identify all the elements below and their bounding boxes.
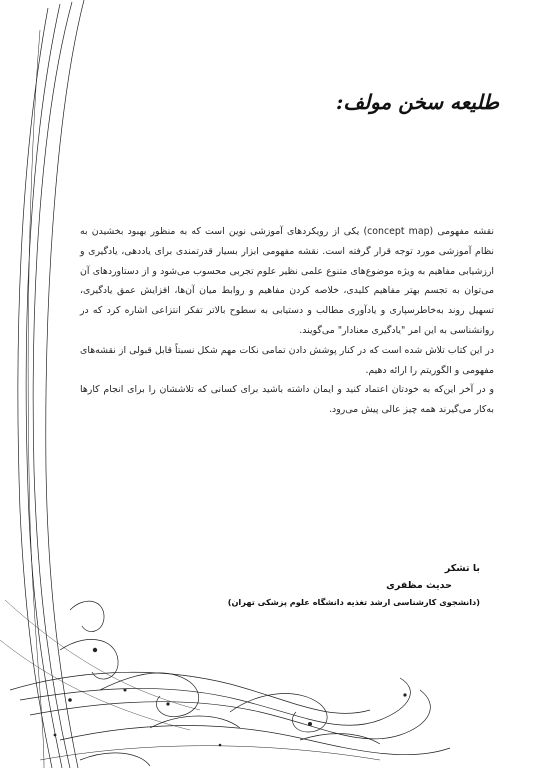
paragraph-1: نقشه مفهومی (concept map) یکی از رویکردهای آموزشی نوین است که به منظور بهبود بخشیدن به نظام آموزشی مورد توجه قرار گرفته است. نقشه مفهومی ابزار بسیار قدرتمندی برای یاددهی، یادگیری و ارزشیابی مفاهیم به ویژه موضوع‌های متنوع علمی نظیر علوم تجربی محسوب می‌شود و از دستاوردهای آن می‌توان به تجسم بهتر مفاهیم کلیدی، خلاصه کردن مفاهیم و روابط میان آن‌ها، افزایش عمق یادگیری، تسهیل روند به‌خاطرسپاری و یادآوری مطالب و دستیابی به سطوح بالاتر تفکر انتزاعی اشاره کرد که در روانشناسی به این امر "یادگیری معنادار" می‌گویند.	[80, 226, 494, 336]
signature-title: (دانشجوی کارشناسی ارشد تغذیه دانشگاه علوم پزشکی تهران)	[227, 597, 480, 607]
signature-block	[80, 560, 480, 611]
signature-name: حدیث مظفری	[386, 580, 452, 591]
preface-body	[80, 222, 494, 420]
paragraph-2: در این کتاب تلاش شده است که در کنار پوشش دادن تمامی نکات مهم شکل نسبتاً قابل قبولی از نقشه‌های مفهومی و الگوریتم را ارائه دهیم.	[80, 344, 494, 376]
preface-heading: طلیعه سخن مولف:	[336, 90, 499, 114]
signature-closing: با تشکر	[444, 563, 480, 574]
paragraph-3: و در آخر این‌که به خودتان اعتماد کنید و ایمان داشته باشید برای کسانی که تلاششان را برای انجام کارها به‌کار می‌گیرند همه چیز عالی پیش می‌رود.	[80, 384, 494, 416]
